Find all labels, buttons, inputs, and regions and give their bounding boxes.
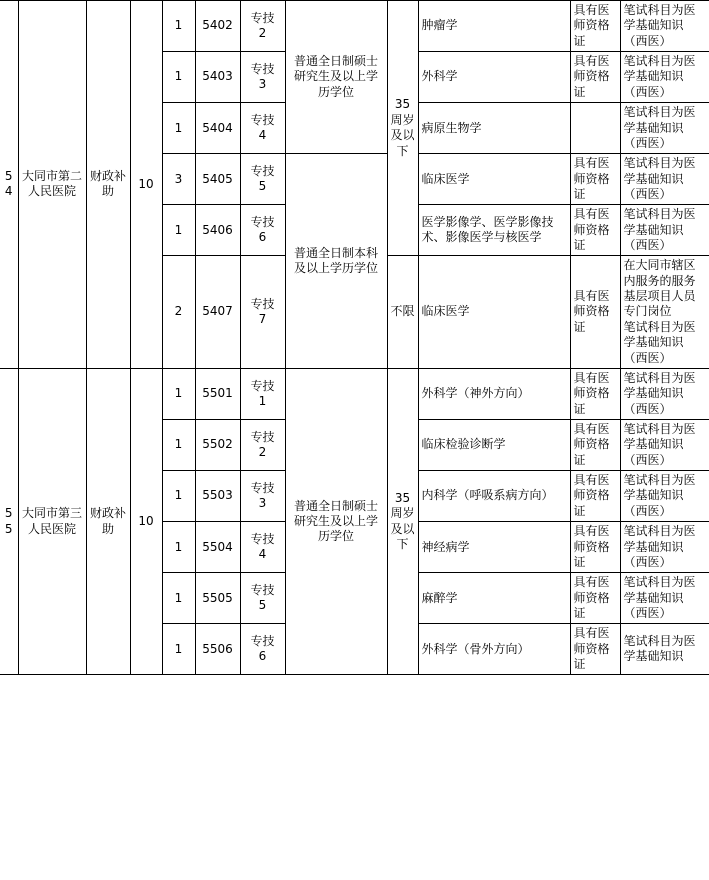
cell-fund: 财政补助	[86, 1, 130, 369]
cell-certificate: 具有医师资格证	[570, 205, 620, 256]
cell-major: 临床检验诊断学	[418, 419, 570, 470]
cell-exam: 笔试科目为医学基础知识（西医）	[620, 368, 709, 419]
cell-post	[240, 471, 285, 522]
table-row	[0, 1, 709, 52]
post-index: 2	[258, 26, 267, 41]
cell-exam: 笔试科目为医学基础知识（西医）	[620, 1, 709, 52]
cell-exam: 在大同市辖区内服务的服务基层项目人员专门岗位 笔试科目为医学基础知识（西医）	[620, 256, 709, 369]
cell-exam: 笔试科目为医学基础知识（西医）	[620, 103, 709, 154]
cell-certificate	[570, 103, 620, 154]
cell-education: 普通全日制本科及以上学历学位	[285, 154, 387, 369]
post-index: 6	[258, 649, 267, 664]
cell-code: 5405	[195, 154, 240, 205]
cell-code: 5504	[195, 522, 240, 573]
post-prefix: 专技	[250, 112, 275, 127]
cell-age: 不限	[387, 256, 418, 369]
cell-major: 肿瘤学	[418, 1, 570, 52]
post-index: 6	[258, 230, 267, 245]
cell-major: 临床医学	[418, 154, 570, 205]
cell-certificate: 具有医师资格证	[570, 471, 620, 522]
cell-certificate: 具有医师资格证	[570, 419, 620, 470]
cell-code: 5501	[195, 368, 240, 419]
post-index: 4	[258, 547, 267, 562]
post-index: 3	[258, 77, 267, 92]
cell-count: 3	[162, 154, 195, 205]
post-index: 5	[258, 598, 267, 613]
cell-post	[240, 624, 285, 675]
post-index: 7	[258, 312, 267, 327]
cell-exam: 笔试科目为医学基础知识（西医）	[620, 205, 709, 256]
cell-major: 临床医学	[418, 256, 570, 369]
cell-major: 外科学（骨外方向）	[418, 624, 570, 675]
cell-major: 麻醉学	[418, 573, 570, 624]
cell-post	[240, 573, 285, 624]
post-prefix: 专技	[250, 378, 275, 393]
cell-count: 1	[162, 419, 195, 470]
cell-count: 1	[162, 624, 195, 675]
cell-age: 35周岁及以下	[387, 1, 418, 256]
cell-major: 神经病学	[418, 522, 570, 573]
cell-count: 1	[162, 1, 195, 52]
cell-exam: 笔试科目为医学基础知识	[620, 624, 709, 675]
cell-num: 10	[130, 1, 162, 369]
post-prefix: 专技	[250, 480, 275, 495]
cell-code: 5502	[195, 419, 240, 470]
post-index: 1	[258, 393, 267, 408]
cell-post	[240, 256, 285, 369]
cell-major: 病原生物学	[418, 103, 570, 154]
cell-post	[240, 205, 285, 256]
cell-count: 1	[162, 52, 195, 103]
cell-count: 1	[162, 368, 195, 419]
cell-education: 普通全日制硕士研究生及以上学历学位	[285, 1, 387, 154]
cell-exam: 笔试科目为医学基础知识（西医）	[620, 573, 709, 624]
post-index: 4	[258, 128, 267, 143]
cell-seq: 54	[0, 1, 18, 369]
cell-code: 5407	[195, 256, 240, 369]
cell-code: 5404	[195, 103, 240, 154]
cell-post	[240, 52, 285, 103]
cell-age: 35周岁及以下	[387, 368, 418, 674]
table-row	[0, 368, 709, 419]
cell-exam: 笔试科目为医学基础知识（西医）	[620, 471, 709, 522]
cell-certificate: 具有医师资格证	[570, 1, 620, 52]
cell-education: 普通全日制硕士研究生及以上学历学位	[285, 368, 387, 674]
cell-code: 5506	[195, 624, 240, 675]
cell-count: 1	[162, 573, 195, 624]
cell-certificate: 具有医师资格证	[570, 256, 620, 369]
cell-code: 5402	[195, 1, 240, 52]
cell-post	[240, 1, 285, 52]
cell-num: 10	[130, 368, 162, 674]
post-prefix: 专技	[250, 296, 275, 311]
post-index: 5	[258, 179, 267, 194]
post-prefix: 专技	[250, 633, 275, 648]
cell-count: 1	[162, 522, 195, 573]
cell-major: 外科学	[418, 52, 570, 103]
cell-code: 5406	[195, 205, 240, 256]
post-prefix: 专技	[250, 163, 275, 178]
cell-count: 1	[162, 205, 195, 256]
post-prefix: 专技	[250, 214, 275, 229]
cell-unit: 大同市第二人民医院	[18, 1, 86, 369]
cell-code: 5505	[195, 573, 240, 624]
cell-major: 外科学（神外方向）	[418, 368, 570, 419]
cell-major: 医学影像学、医学影像技术、影像医学与核医学	[418, 205, 570, 256]
post-prefix: 专技	[250, 10, 275, 25]
cell-post	[240, 103, 285, 154]
cell-certificate: 具有医师资格证	[570, 573, 620, 624]
cell-code: 5403	[195, 52, 240, 103]
post-prefix: 专技	[250, 61, 275, 76]
cell-count: 2	[162, 256, 195, 369]
cell-code: 5503	[195, 471, 240, 522]
cell-exam: 笔试科目为医学基础知识（西医）	[620, 52, 709, 103]
cell-count: 1	[162, 471, 195, 522]
cell-certificate: 具有医师资格证	[570, 52, 620, 103]
cell-seq: 55	[0, 368, 18, 674]
cell-post	[240, 419, 285, 470]
cell-post	[240, 154, 285, 205]
cell-exam: 笔试科目为医学基础知识（西医）	[620, 522, 709, 573]
cell-major: 内科学（呼吸系病方向）	[418, 471, 570, 522]
cell-post	[240, 368, 285, 419]
post-prefix: 专技	[250, 531, 275, 546]
post-index: 2	[258, 445, 267, 460]
cell-certificate: 具有医师资格证	[570, 522, 620, 573]
cell-count: 1	[162, 103, 195, 154]
cell-exam: 笔试科目为医学基础知识（西医）	[620, 154, 709, 205]
post-prefix: 专技	[250, 429, 275, 444]
cell-certificate: 具有医师资格证	[570, 368, 620, 419]
cell-certificate: 具有医师资格证	[570, 624, 620, 675]
cell-post	[240, 522, 285, 573]
cell-fund: 财政补助	[86, 368, 130, 674]
cell-certificate: 具有医师资格证	[570, 154, 620, 205]
post-index: 3	[258, 496, 267, 511]
cell-exam: 笔试科目为医学基础知识（西医）	[620, 419, 709, 470]
post-prefix: 专技	[250, 582, 275, 597]
cell-unit: 大同市第三人民医院	[18, 368, 86, 674]
